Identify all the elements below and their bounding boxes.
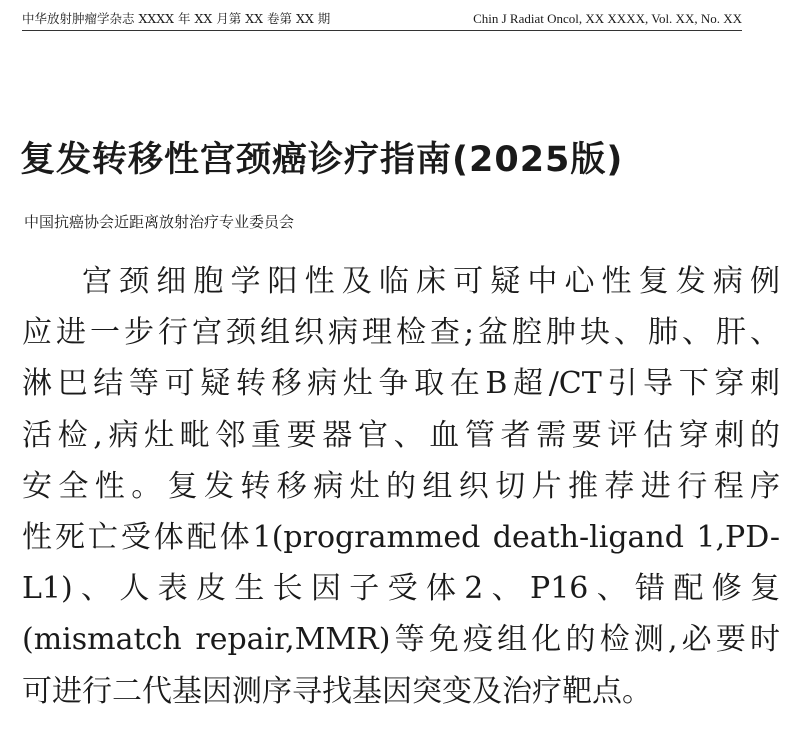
journal-name-english: Chin J Radiat Oncol, XX XXXX, Vol. XX, No. XX xyxy=(473,11,742,26)
paragraph-line: 安全性。复发转移病灶的组织切片推荐进行程序 xyxy=(22,468,780,504)
paragraph-line: 淋巴结等可疑转移病灶争取在B超/CT引导下穿刺 xyxy=(22,366,780,402)
journal-name-chinese: 中华放射肿瘤学杂志 XXXX 年 XX 月第 XX 卷第 XX 期 xyxy=(22,11,331,26)
paragraph-line: 性死亡受体配体1(programmed death-ligand 1,PD- xyxy=(22,519,780,555)
article-body xyxy=(22,256,780,717)
paragraph-line: 宫颈细胞学阳性及临床可疑中心性复发病例 xyxy=(82,264,780,299)
paragraph-line: L1)、人表皮生长因子受体2、P16、错配修复 xyxy=(22,571,780,607)
article-title: 复发转移性宫颈癌诊疗指南(2025版) xyxy=(20,140,624,180)
paragraph-line: 活检,病灶毗邻重要器官、血管者需要评估穿刺的 xyxy=(22,417,780,453)
running-header xyxy=(22,8,742,31)
paragraph-line: 可进行二代基因测序寻找基因突变及治疗靶点。 xyxy=(22,673,652,709)
paragraph-line: (mismatch repair,MMR)等免疫组化的检测,必要时 xyxy=(22,622,780,658)
article-authors: 中国抗癌协会近距离放射治疗专业委员会 xyxy=(24,213,295,231)
paragraph-line: 应进一步行宫颈组织病理检查;盆腔肿块、肺、肝、 xyxy=(22,315,780,351)
